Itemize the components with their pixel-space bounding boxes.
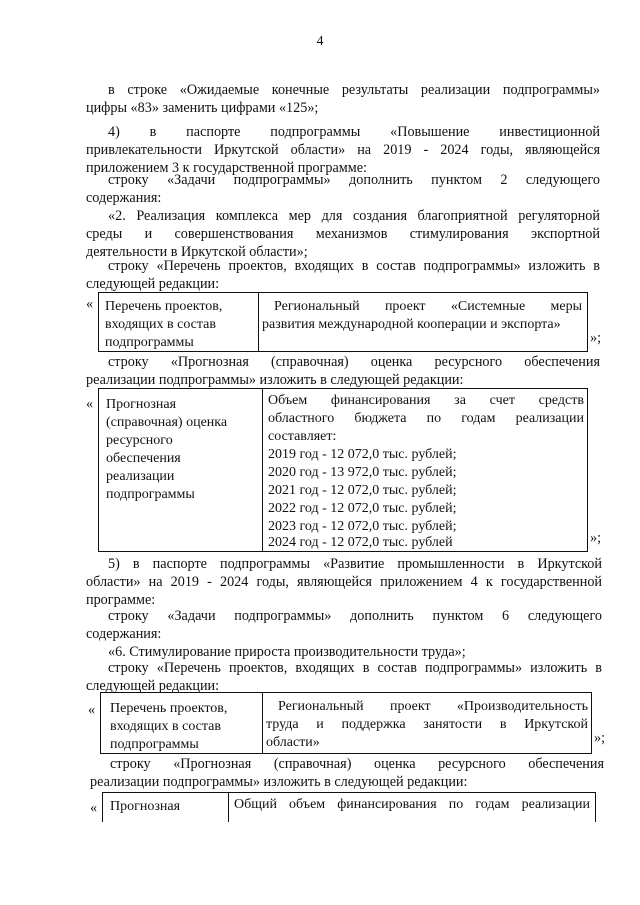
paragraph-line: содержания: (86, 190, 162, 206)
paragraph-line: приложением 3 к государственной программе: (86, 160, 367, 176)
table-cell: Прогнозная (106, 397, 177, 412)
table-cell: областного бюджета по годам реализации (268, 411, 584, 426)
table-cell: подпрограммы (110, 737, 199, 752)
close-quote: »; (590, 330, 602, 346)
table-cell: развития международной кооперации и экспорта» (262, 317, 561, 332)
table-cell: Региональный проект «Системные меры (274, 299, 582, 314)
table-cell: 2024 год - 12 072,0 тыс. рублей (268, 535, 453, 550)
table-cell: подпрограммы (106, 487, 195, 502)
paragraph-line: реализации подпрограммы» изложить в следующей редакции: (86, 372, 464, 388)
table-divider (228, 792, 229, 822)
open-quote: « (90, 800, 98, 816)
paragraph-line: строку «Прогнозная (справочная) оценка ресурсного обеспечения (110, 756, 604, 772)
close-quote: »; (594, 730, 606, 746)
table-cell: области» (266, 735, 320, 750)
paragraph-line: в строке «Ожидаемые конечные результаты реализации подпрограммы» (108, 82, 600, 98)
table-cell: 2023 год - 12 072,0 тыс. рублей; (268, 519, 457, 534)
table-cell: Региональный проект «Производительность (278, 699, 588, 714)
table-cell: входящих в состав (110, 719, 222, 734)
paragraph-line: строку «Перечень проектов, входящих в состав подпрограммы» изложить в (108, 660, 602, 676)
paragraph-line: следующей редакции: (86, 276, 220, 292)
table-cell: Прогнозная (110, 799, 181, 814)
paragraph-line: «6. Стимулирование прироста производительности труда»; (108, 644, 466, 660)
paragraph-line: программе: (86, 592, 156, 608)
table-cell: реализации (106, 469, 175, 484)
paragraph-line: строку «Перечень проектов, входящих в состав подпрограммы» изложить в (108, 258, 600, 274)
paragraph-line: цифры «83» заменить цифрами «125»; (86, 100, 319, 116)
table-cell: (справочная) оценка (106, 415, 228, 430)
table-cell: 2021 год - 12 072,0 тыс. рублей; (268, 483, 457, 498)
close-quote: »; (590, 530, 602, 546)
paragraph-line: привлекательности Иркутской области» на 2019 - 2024 годы, являющейся (86, 142, 600, 158)
table-cell: труда и поддержка занятости в Иркутской (266, 717, 588, 732)
table-cell: подпрограммы (105, 335, 194, 350)
open-quote: « (86, 296, 94, 312)
table-cell: 2022 год - 12 072,0 тыс. рублей; (268, 501, 457, 516)
table-cell: Перечень проектов, (105, 299, 223, 314)
table-cell: Перечень проектов, (110, 701, 228, 716)
page-number: 4 (316, 34, 324, 49)
table-cell: Общий объем финансирования по годам реализации (234, 797, 590, 812)
table-cell: Объем финансирования за счет средств (268, 393, 584, 408)
paragraph-line: среды и совершенствования механизмов стимулирования экспортной (86, 226, 600, 242)
paragraph-line: деятельности в Иркутской области»; (86, 244, 308, 260)
open-quote: « (86, 396, 94, 412)
paragraph-line: 4) в паспорте подпрограммы «Повышение инвестиционной (108, 124, 600, 140)
paragraph-line: строку «Задачи подпрограммы» дополнить пунктом 2 следующего (108, 172, 600, 188)
paragraph-line: 5) в паспорте подпрограммы «Развитие промышленности в Иркутской (108, 556, 602, 572)
table-cell: 2020 год - 13 972,0 тыс. рублей; (268, 465, 457, 480)
open-quote: « (88, 702, 96, 718)
table-divider (258, 292, 259, 352)
paragraph-line: области» на 2019 - 2024 годы, являющейся приложением 4 к государственной (86, 574, 602, 590)
table-cell: обеспечения (106, 451, 181, 466)
paragraph-line: строку «Задачи подпрограммы» дополнить пунктом 6 следующего (108, 608, 602, 624)
table-divider (262, 388, 263, 552)
table-cell: входящих в состав (105, 317, 217, 332)
table-cell: составляет: (268, 429, 337, 444)
table-cell: 2019 год - 12 072,0 тыс. рублей; (268, 447, 457, 462)
paragraph-line: реализации подпрограммы» изложить в следующей редакции: (90, 774, 468, 790)
paragraph-line: «2. Реализация комплекса мер для создания благоприятной регуляторной (108, 208, 600, 224)
paragraph-line: содержания: (86, 626, 162, 642)
paragraph-line: следующей редакции: (86, 678, 220, 694)
paragraph-line: строку «Прогнозная (справочная) оценка ресурсного обеспечения (108, 354, 600, 370)
table-divider (262, 692, 263, 754)
table-cell: ресурсного (106, 433, 173, 448)
